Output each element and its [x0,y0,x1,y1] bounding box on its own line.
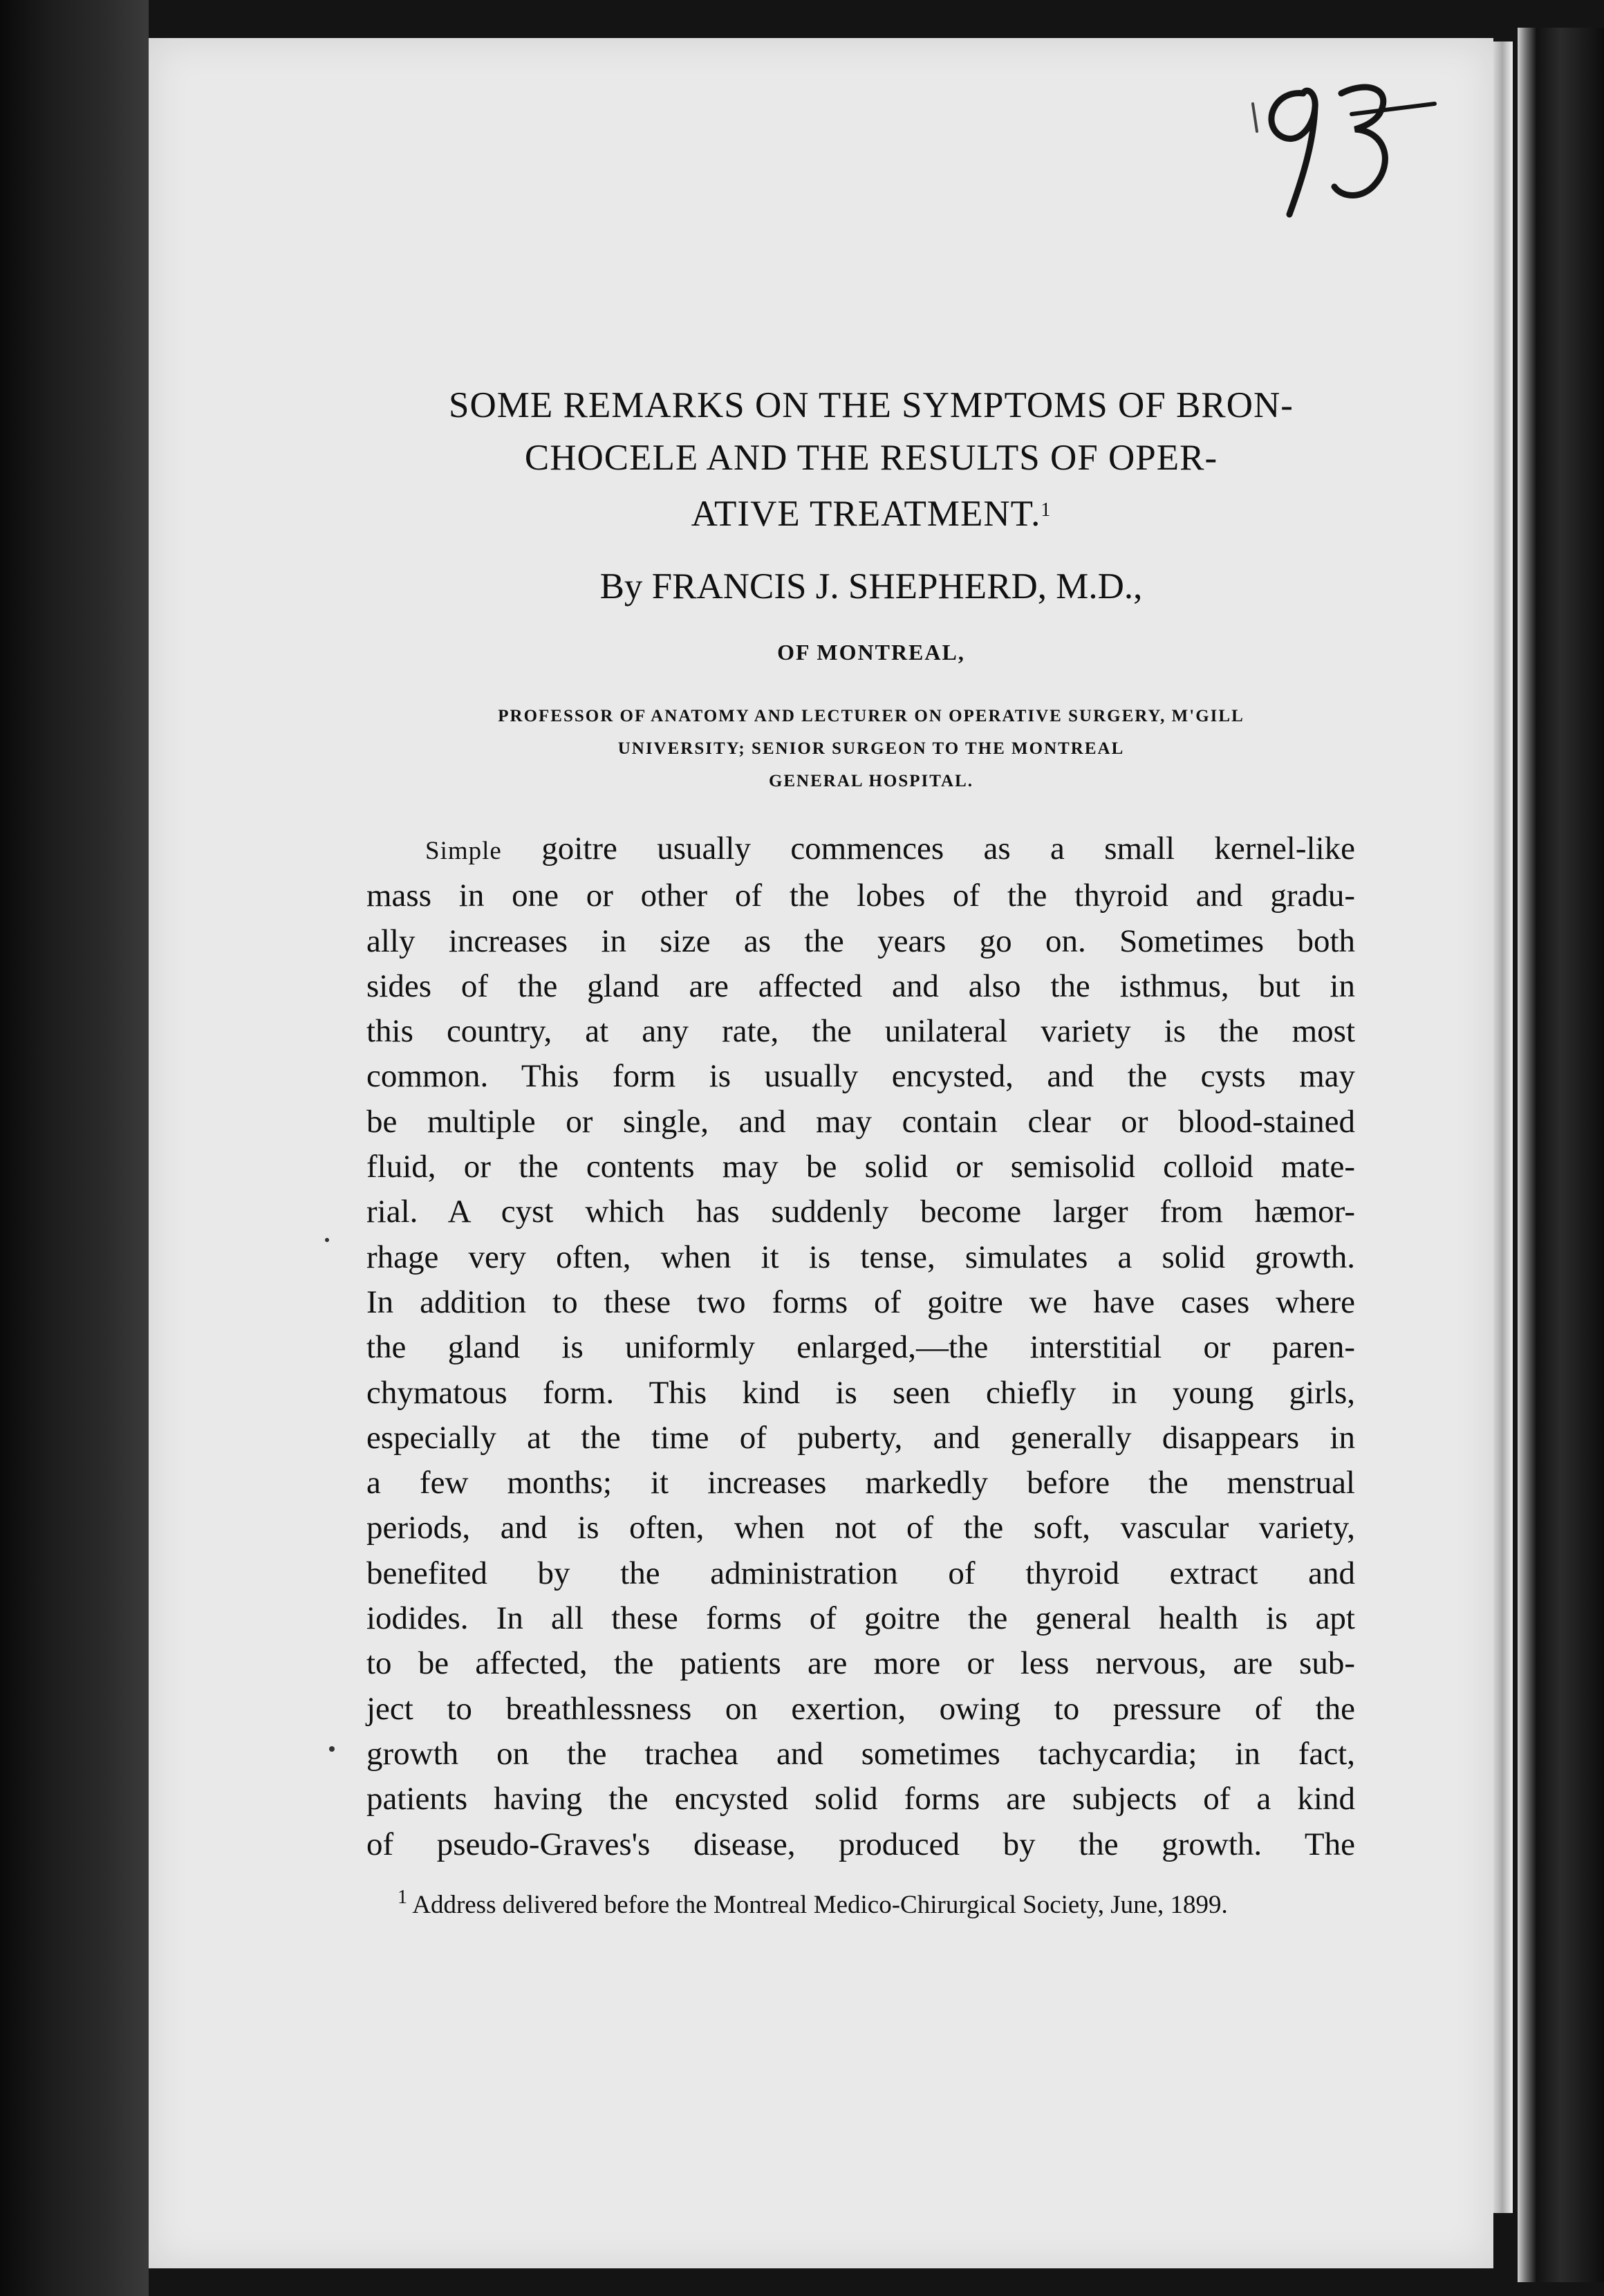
byline-prefix: By [599,566,643,607]
scan-speck [325,1238,329,1242]
body-line: common. This form is usually encysted, and the cysts may [366,1058,1355,1095]
scan-speck [329,1746,335,1752]
body-line: of pseudo-Graves's disease, produced by the growth. The [366,1826,1355,1862]
body-line: growth on the trachea and sometimes tachycardia; in fact, [366,1735,1355,1772]
footnote-marker: 1 [398,1887,407,1908]
body-line: the gland is uniformly enlarged,—the interstitial or paren- [366,1329,1355,1366]
footnote [398,1887,1365,1920]
handwritten-page-number [1238,66,1445,225]
body-line: chymatous form. This kind is seen chiefly in young girls, [366,1374,1355,1411]
body-line [366,826,1355,873]
book-edge-right [1518,28,1604,2282]
body-line: patients having the encysted solid forms are subjects of a kind [366,1781,1355,1817]
author-name: FRANCIS J. SHEPHERD, M.D., [651,566,1143,607]
body-line: periods, and is often, when not of the soft, vascular variety, [366,1510,1355,1546]
body-line: be multiple or single, and may contain clear or blood-stained [366,1103,1355,1140]
affiliation-line-2: UNIVERSITY; SENIOR SURGEON TO THE MONTREAL [617,739,1125,758]
article-title [346,379,1397,540]
title-line-3-wrap [346,484,1397,540]
body-line: sides of the gland are affected and also the isthmus, but in [366,968,1355,1004]
body-line: mass in one or other of the lobes of the thyroid and gradu- [366,878,1355,914]
body-line: a few months; it increases markedly before the menstrual [366,1465,1355,1501]
affiliation-line-3: GENERAL HOSPITAL. [768,772,974,790]
title-footnote-marker: 1 [1041,499,1052,521]
body-line: benefited by the administration of thyroid extract and [366,1555,1355,1591]
body-line: especially at the time of puberty, and generally disappears in [366,1419,1355,1456]
byline [346,566,1397,607]
body-line: iodides. In all these forms of goitre the general health is apt [366,1600,1355,1637]
handwritten-93-glyph [1238,66,1445,225]
body-lead-word: Simple [425,837,502,865]
body-line: this country, at any rate, the unilateral variety is the most [366,1013,1355,1050]
footnote-text: Address delivered before the Montreal Medico-Chirurgical Society, June, 1899. [412,1891,1228,1919]
body-line-text: goitre usually commences as a small kernel-like [541,831,1355,867]
page-edge-strip [1492,41,1513,2213]
author-affiliation [387,700,1355,797]
author-location: OF MONTREAL, [777,640,965,665]
body-line: ally increases in size as the years go on. Sometimes both [366,923,1355,959]
body-line: ject to breathlessness on exertion, owing to pressure of the [366,1690,1355,1727]
body-line: fluid, or the contents may be solid or semisolid colloid mate- [366,1149,1355,1185]
body-line: to be affected, the patients are more or less nervous, are sub- [366,1645,1355,1682]
body-line: In addition to these two forms of goitre we have cases where [366,1284,1355,1320]
body-line: rial. A cyst which has suddenly become larger from hæmor- [366,1194,1355,1230]
article-body [366,826,1355,1867]
title-line-2: CHOCELE AND THE RESULTS OF OPER- [524,438,1218,478]
affiliation-line-1: PROFESSOR OF ANATOMY AND LECTURER ON OPERATIVE SURGERY, M'GILL [498,707,1244,725]
title-line-3: ATIVE TREATMENT. [691,494,1041,534]
title-line-1: SOME REMARKS ON THE SYMPTOMS OF BRON- [449,385,1294,425]
body-line: rhage very often, when it is tense, simulates a solid growth. [366,1239,1355,1275]
book-edge-left [0,0,149,2296]
